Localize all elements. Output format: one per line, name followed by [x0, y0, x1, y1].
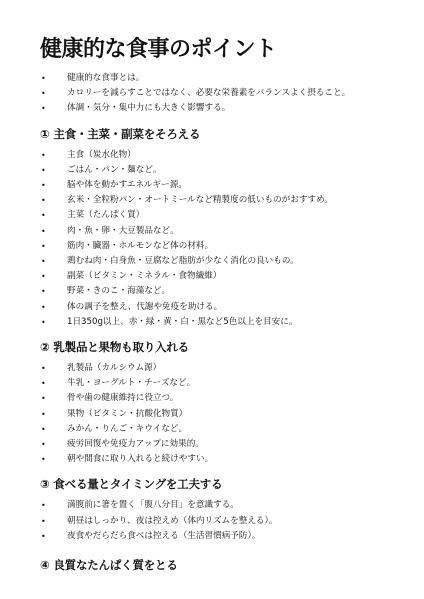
bullet-icon: •	[41, 364, 46, 374]
list-item-text: 1日350g以上、赤・緑・黄・白・黒など5色以上を目安に。	[67, 316, 298, 327]
bullet-icon: •	[41, 211, 46, 221]
section-list	[40, 148, 394, 330]
bullet-icon: •	[41, 165, 46, 175]
bullet-icon: •	[41, 440, 46, 450]
list-item-text: 朝や間食に取り入れると続けやすい。	[67, 454, 214, 465]
bullet-icon: •	[41, 302, 46, 312]
list-item-text: 夜食やだらだら食べは控える（生活習慣病予防）。	[67, 530, 261, 541]
list-item	[40, 148, 394, 163]
list-item-text: 牛乳・ヨーグルト・チーズなど。	[67, 378, 196, 389]
list-item	[40, 101, 394, 116]
list-item-text: 主食（炭水化物）	[67, 149, 136, 160]
bullet-icon: •	[41, 196, 46, 206]
list-item-text: 肉・魚・卵・大豆製品など。	[67, 225, 179, 236]
list-item-text: 疲労回復や免疫力アップに効果的。	[67, 439, 204, 450]
bullet-icon: •	[41, 287, 46, 297]
list-item	[40, 284, 394, 299]
list-item	[40, 514, 394, 529]
list-item-text: 体調・気分・集中力にも大きく影響する。	[67, 103, 231, 114]
section-heading: ① 主食・主菜・副菜をそろえる	[40, 126, 201, 141]
list-item-text: 筋肉・臓器・ホルモンなど体の材料。	[67, 240, 214, 251]
list-item-text: 骨や歯の健康維持に役立つ。	[67, 393, 179, 404]
list-item-text: 満腹前に箸を置く「腹八分目」を意識する。	[67, 500, 239, 511]
list-item-text: 朝昼はしっかり、夜は控えめ（体内リズムを整える）。	[67, 515, 278, 526]
section-heading: ③ 食べる量とタイミングを工夫する	[40, 477, 223, 492]
list-item	[40, 391, 394, 406]
bullet-icon: •	[41, 424, 46, 434]
list-item	[40, 361, 394, 376]
list-item	[40, 224, 394, 239]
bullet-icon: •	[41, 257, 46, 267]
bullet-icon: •	[41, 516, 46, 526]
list-item-text: 主菜（たんぱく質）	[67, 210, 145, 221]
list-item	[40, 315, 394, 330]
list-item-text: 乳製品（カルシウム源）	[67, 363, 162, 374]
bullet-icon: •	[41, 226, 46, 236]
list-item	[40, 300, 394, 315]
list-item-text: 脳や体を動かすエネルギー源。	[67, 180, 187, 191]
intro-list	[40, 71, 394, 117]
list-item-text: 玄米・全粒粉パン・オートミールなど精製度の低いものがおすすめ。	[67, 195, 333, 206]
list-item	[40, 376, 394, 391]
section-heading: ② 乳製品と果物も取り入れる	[40, 340, 189, 355]
list-item	[40, 269, 394, 284]
list-item	[40, 452, 394, 467]
bullet-icon: •	[41, 531, 46, 541]
bullet-icon: •	[41, 150, 46, 160]
section-list	[40, 498, 394, 544]
bullet-icon: •	[41, 394, 46, 404]
bullet-icon: •	[41, 409, 46, 419]
bullet-icon: •	[41, 74, 46, 83]
bullet-icon: •	[41, 89, 46, 99]
list-item-text: 体の調子を整え、代謝や免疫を助ける。	[67, 301, 223, 312]
list-item-text: みかん・りんご・キウイなど。	[67, 423, 188, 434]
list-item-text: 健康的な食事とは。	[67, 73, 145, 83]
list-item	[40, 498, 394, 513]
list-item	[40, 193, 394, 208]
list-item	[40, 254, 394, 269]
bullet-icon: •	[41, 455, 46, 465]
list-item	[40, 86, 394, 101]
list-item-text: 副菜（ビタミン・ミネラル・食物繊維）	[67, 271, 222, 282]
section-list	[40, 361, 394, 467]
bullet-icon: •	[41, 379, 46, 389]
list-item	[40, 163, 394, 178]
bullet-icon: •	[41, 272, 46, 282]
list-item	[40, 407, 394, 422]
list-item-text: 野菜・きのこ・海藻など。	[67, 286, 171, 297]
list-item	[40, 239, 394, 254]
bullet-icon: •	[41, 317, 46, 327]
bullet-icon: •	[41, 501, 46, 511]
list-item-text: ごはん・パン・麺など。	[67, 164, 162, 175]
section-heading: ④ 良質なたんぱく質をとる	[40, 558, 178, 573]
bullet-icon: •	[41, 181, 46, 191]
list-item	[40, 437, 394, 452]
list-item-text: 果物（ビタミン・抗酸化物質）	[67, 408, 188, 419]
list-item	[40, 529, 394, 544]
list-item	[40, 422, 394, 437]
list-item	[40, 71, 394, 86]
list-item	[40, 178, 394, 193]
bullet-icon: •	[41, 104, 46, 114]
list-item-text: カロリーを減らすことではなく、必要な栄養素をバランスよく摂ること。	[67, 88, 351, 99]
bullet-icon: •	[41, 241, 46, 251]
page-title: 健康的な食事のポイント	[40, 37, 277, 62]
list-item-text: 鶏むね肉・白身魚・豆腐など脂肪が少なく消化の良いもの。	[67, 256, 299, 267]
list-item	[40, 208, 394, 223]
